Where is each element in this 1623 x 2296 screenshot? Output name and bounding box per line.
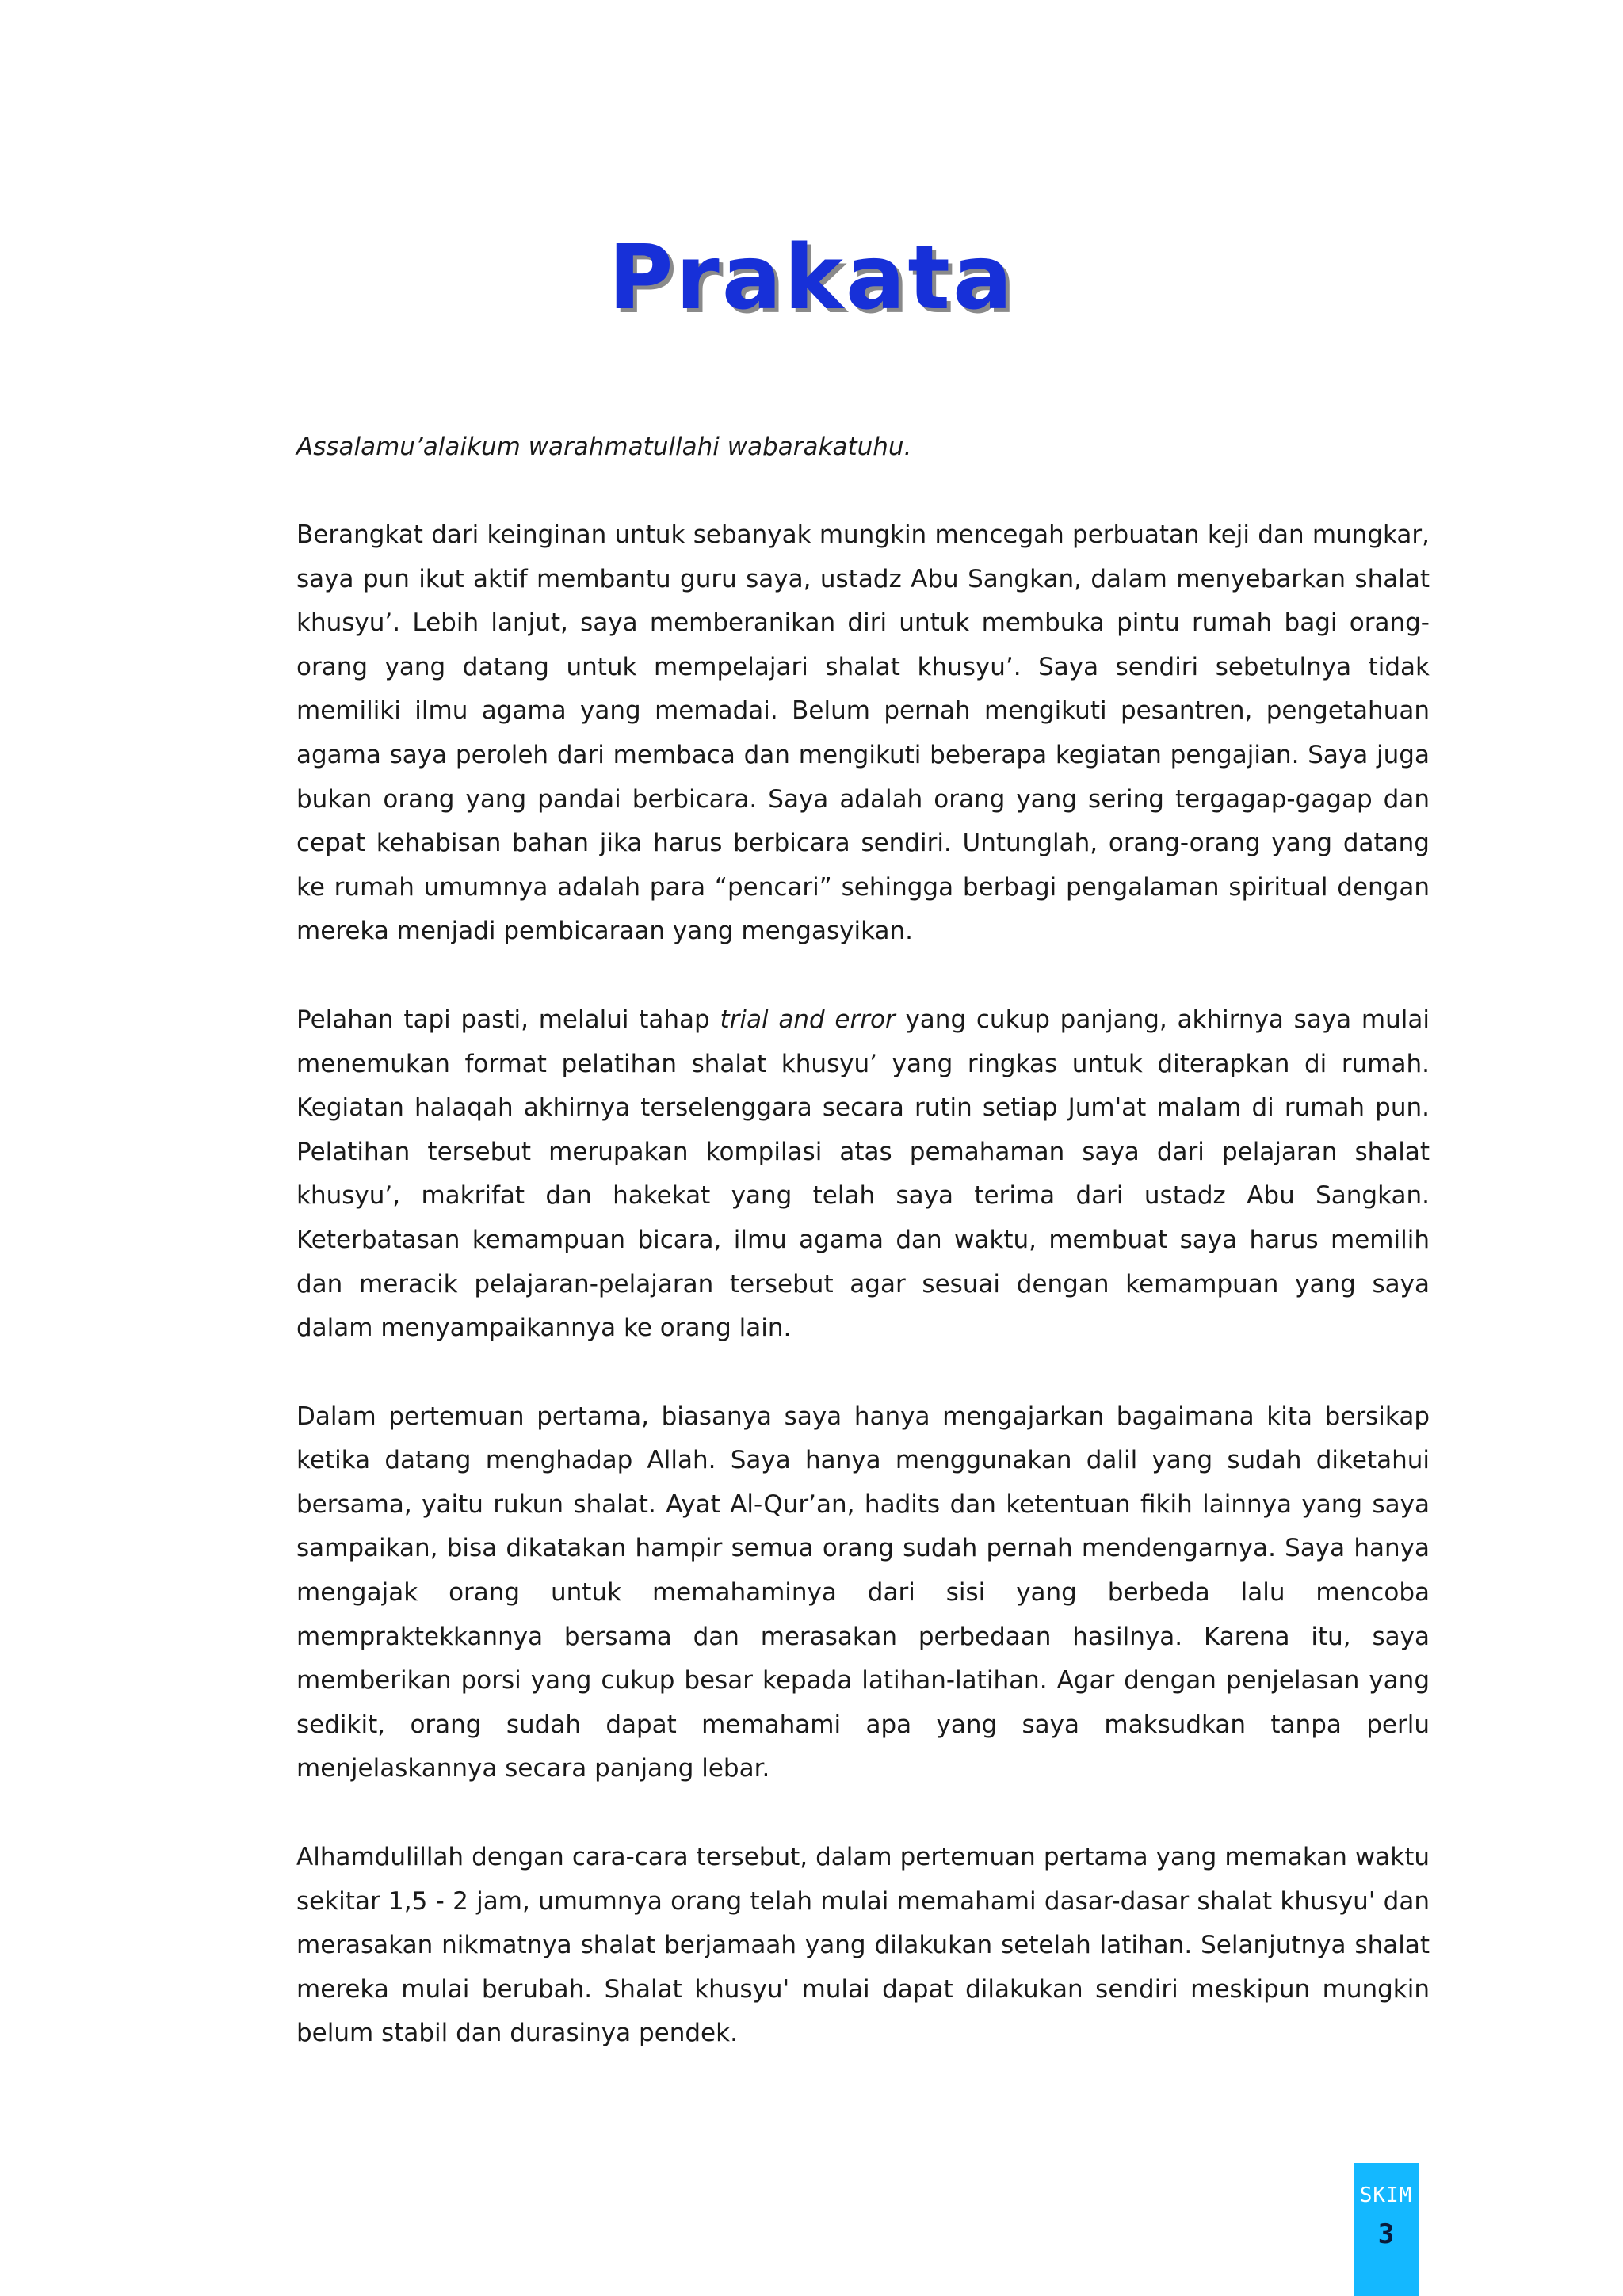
paragraph-4: Alhamdulillah dengan cara-cara tersebut, dalam pertemuan pertama yang memakan waktu sekitar 1,5 - 2 jam, umumnya orang telah mulai memahami dasar-dasar shalat khusyu' dan merasakan nikmatnya shalat berjamaah yang dilakukan setelah latihan. Selanjutnya shalat mereka mulai berubah. Shalat khusyu' mulai dapat dilakukan sendiri meskipun mungkin belum stabil dan durasinya pendek. [296,1843,1430,2048]
footer-brand: SKIM [1359,2183,1413,2207]
paragraph-3: Dalam pertemuan pertama, biasanya saya hanya mengajarkan bagaimana kita bersikap ketika datang menghadap Allah. Saya hanya menggunakan dalil yang sudah diketahui bersama, yaitu rukun shalat. Ayat Al-Qur’an, hadits dan ketentuan fikih lainnya yang saya sampaikan, bisa dikatakan hampir semua orang sudah pernah mendengarnya. Saya hanya mengajak orang untuk memahaminya dari sisi yang berbeda lalu mencoba mempraktekkannya bersama dan merasakan perbedaan hasilnya. Karena itu, saya memberikan porsi yang cukup besar kepada latihan-latihan. Agar dengan penjelasan yang sedikit, orang sudah dapat memahami apa yang saya maksudkan tanpa perlu menjelaskannya secara panjang lebar. [296,1402,1430,1783]
paragraph-2-text-before: Pelahan tapi pasti, melalui tahap [296,1005,720,1034]
greeting-text: Assalamu’alaikum warahmatullahi wabarakatuhu. [296,433,912,461]
page-footer-tab [1354,2163,1419,2296]
page-number: 3 [1377,2218,1395,2250]
page-title: Prakata [608,227,1015,330]
paragraph-2-emphasis: trial and error [720,1005,896,1034]
paragraph-2-text-after: yang cukup panjang, akhirnya saya mulai menemukan format pelatihan shalat khusyu’ yang ringkas untuk diterapkan di rumah. Kegiatan halaqah akhirnya terselenggara secara rutin setiap Jum'at malam di rumah pun. Pelatihan tersebut merupakan kompilasi atas pemahaman saya dari pelajaran shalat khusyu’, makrifat dan hakekat yang telah saya terima dari ustadz Abu Sangkan. Keterbatasan kemampuan bicara, ilmu agama dan waktu, membuat saya harus memilih dan meracik pelajaran-pelajaran tersebut agar sesuai dengan kemampuan yang saya dalam menyampaikannya ke orang lain. [296,1005,1430,1343]
paragraph-2 [296,998,1430,1351]
document-body [296,425,1430,2100]
paragraph-1: Berangkat dari keinginan untuk sebanyak mungkin mencegah perbuatan keji dan mungkar, saya pun ikut aktif membantu guru saya, ustadz Abu Sangkan, dalam menyebarkan shalat khusyu’. Lebih lanjut, saya memberanikan diri untuk membuka pintu rumah bagi orang-orang yang datang untuk mempelajari shalat khusyu’. Saya sendiri sebetulnya tidak memiliki ilmu agama yang memadai. Belum pernah mengikuti pesantren, pengetahuan agama saya peroleh dari membaca dan mengikuti beberapa kegiatan pengajian. Saya juga bukan orang yang pandai berbicara. Saya adalah orang yang sering tergagap-gagap dan cepat kehabisan bahan jika harus berbicara sendiri. Untunglah, orang-orang yang datang ke rumah umumnya adalah para “pencari” sehingga berbagi pengalaman spiritual dengan mereka menjadi pembicaraan yang mengasyikan. [296,521,1430,946]
